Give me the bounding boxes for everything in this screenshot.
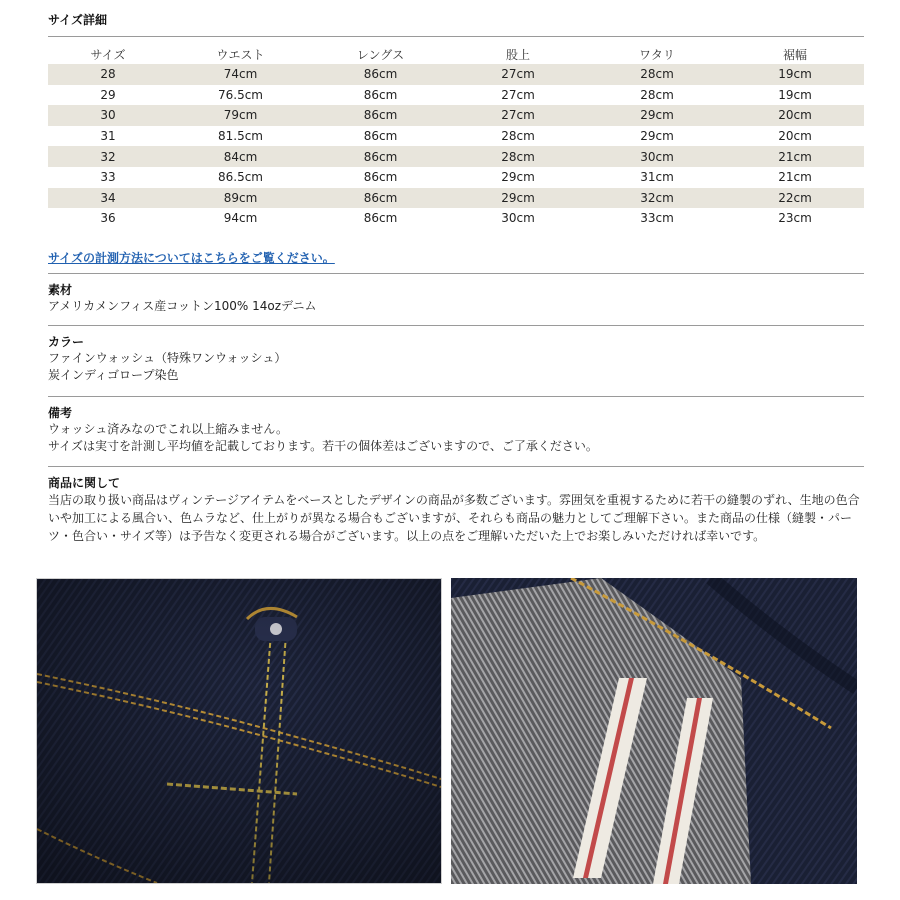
table-cell: 19cm	[778, 87, 812, 102]
table-cell: 33cm	[640, 211, 674, 226]
table-cell: 20cm	[778, 129, 812, 144]
table-row	[48, 64, 864, 85]
header-size: サイズ	[90, 47, 126, 62]
divider	[48, 273, 864, 274]
table-cell: 29cm	[448, 188, 588, 209]
table-cell: 21cm	[778, 170, 812, 185]
table-cell: 79cm	[168, 105, 313, 126]
table-cell: 86cm	[363, 211, 398, 226]
header-length: レングス	[356, 47, 405, 62]
about-title: 商品に関して	[48, 476, 121, 490]
remarks-text: ウォッシュ済みなのでこれ以上縮みません。	[48, 422, 289, 436]
denim-photo	[37, 579, 441, 883]
table-cell: 36	[100, 211, 116, 226]
table-cell: 34	[48, 188, 168, 209]
table-cell: 74cm	[168, 64, 313, 85]
table-cell: 86cm	[363, 170, 398, 185]
table-row	[48, 105, 864, 126]
divider	[48, 466, 864, 467]
table-cell: 29cm	[588, 105, 726, 126]
table-cell: 20cm	[726, 105, 864, 126]
table-cell: 28cm	[448, 146, 588, 167]
table-cell: 84cm	[168, 146, 313, 167]
table-row	[48, 208, 864, 229]
table-cell: 30cm	[588, 146, 726, 167]
remarks-section	[48, 405, 864, 455]
denim-back-waistband-photo	[36, 578, 442, 884]
table-cell: 30	[48, 105, 168, 126]
table-cell: 23cm	[778, 211, 812, 226]
table-cell: 19cm	[726, 64, 864, 85]
table-cell: 32cm	[588, 188, 726, 209]
material-title: 素材	[48, 283, 73, 297]
table-row	[48, 167, 864, 188]
table-cell: 28cm	[588, 64, 726, 85]
table-cell: 27cm	[448, 64, 588, 85]
table-cell: 29cm	[501, 170, 535, 185]
table-row	[48, 85, 864, 106]
table-cell: 28cm	[640, 87, 674, 102]
about-section	[48, 475, 864, 545]
material-section	[48, 282, 864, 315]
table-cell: 29	[100, 87, 116, 102]
size-table-header	[48, 44, 864, 64]
table-cell: 81.5cm	[217, 129, 263, 144]
header-hem: 裾幅	[782, 47, 807, 62]
table-cell: 29cm	[640, 129, 674, 144]
table-cell: 94cm	[223, 211, 258, 226]
table-cell: 86.5cm	[217, 170, 263, 185]
remarks-text: サイズは実寸を計測し平均値を記載しております。若干の個体差はございますので、ご了承ください。	[48, 439, 598, 453]
table-cell: 89cm	[168, 188, 313, 209]
color-text: ファインウォッシュ（特殊ワンウォッシュ）	[48, 351, 287, 365]
header-rise: 股上	[505, 47, 530, 62]
table-row	[48, 126, 864, 147]
table-cell: 31	[100, 129, 116, 144]
table-cell: 27cm	[501, 87, 535, 102]
table-cell: 86cm	[363, 129, 398, 144]
header-thigh: ワタリ	[639, 47, 675, 62]
about-text: 当店の取り扱い商品はヴィンテージアイテムをベースとしたデザインの商品が多数ございます。雰囲気を重視するために若干の縫製のずれ、生地の色合いや加工による風合い、色ムラなど、仕上がりが異なる場合もございますが、それらも商品の魅力としてご理解下さい。また商品の仕様（縫製・パーツ・色合い・サイズ等）は予告なく変更される場合がございます。以上の点をご理解いただいた上でお楽しみいただければ幸いです。	[48, 493, 860, 543]
color-section	[48, 334, 864, 384]
divider	[48, 325, 864, 326]
table-cell: 86cm	[313, 105, 448, 126]
table-row	[48, 146, 864, 167]
denim-selvedge-cuff-photo	[451, 578, 857, 884]
table-cell: 32	[48, 146, 168, 167]
divider	[48, 36, 864, 37]
table-cell: 21cm	[726, 146, 864, 167]
divider	[48, 396, 864, 397]
table-cell: 31cm	[640, 170, 674, 185]
table-cell: 86cm	[313, 64, 448, 85]
table-row	[48, 188, 864, 209]
color-text: 炭インディゴロープ染色	[48, 368, 179, 382]
table-cell: 86cm	[313, 146, 448, 167]
size-details-title: サイズ詳細	[48, 13, 108, 27]
table-cell: 86cm	[363, 87, 398, 102]
selvedge-photo	[451, 578, 857, 884]
size-table	[48, 44, 864, 229]
remarks-title: 備考	[48, 406, 73, 420]
color-title: カラー	[48, 335, 85, 349]
material-text: アメリカメンフィス産コットン100% 14ozデニム	[48, 299, 317, 313]
measurement-guide-link[interactable]: サイズの計測方法についてはこちらをご覧ください。	[48, 251, 335, 265]
table-cell: 28cm	[501, 129, 535, 144]
table-cell: 33	[100, 170, 116, 185]
table-cell: 22cm	[726, 188, 864, 209]
table-cell: 28	[48, 64, 168, 85]
table-cell: 76.5cm	[217, 87, 263, 102]
table-cell: 86cm	[313, 188, 448, 209]
table-cell: 27cm	[448, 105, 588, 126]
table-cell: 30cm	[501, 211, 535, 226]
header-waist: ウエスト	[216, 47, 265, 62]
